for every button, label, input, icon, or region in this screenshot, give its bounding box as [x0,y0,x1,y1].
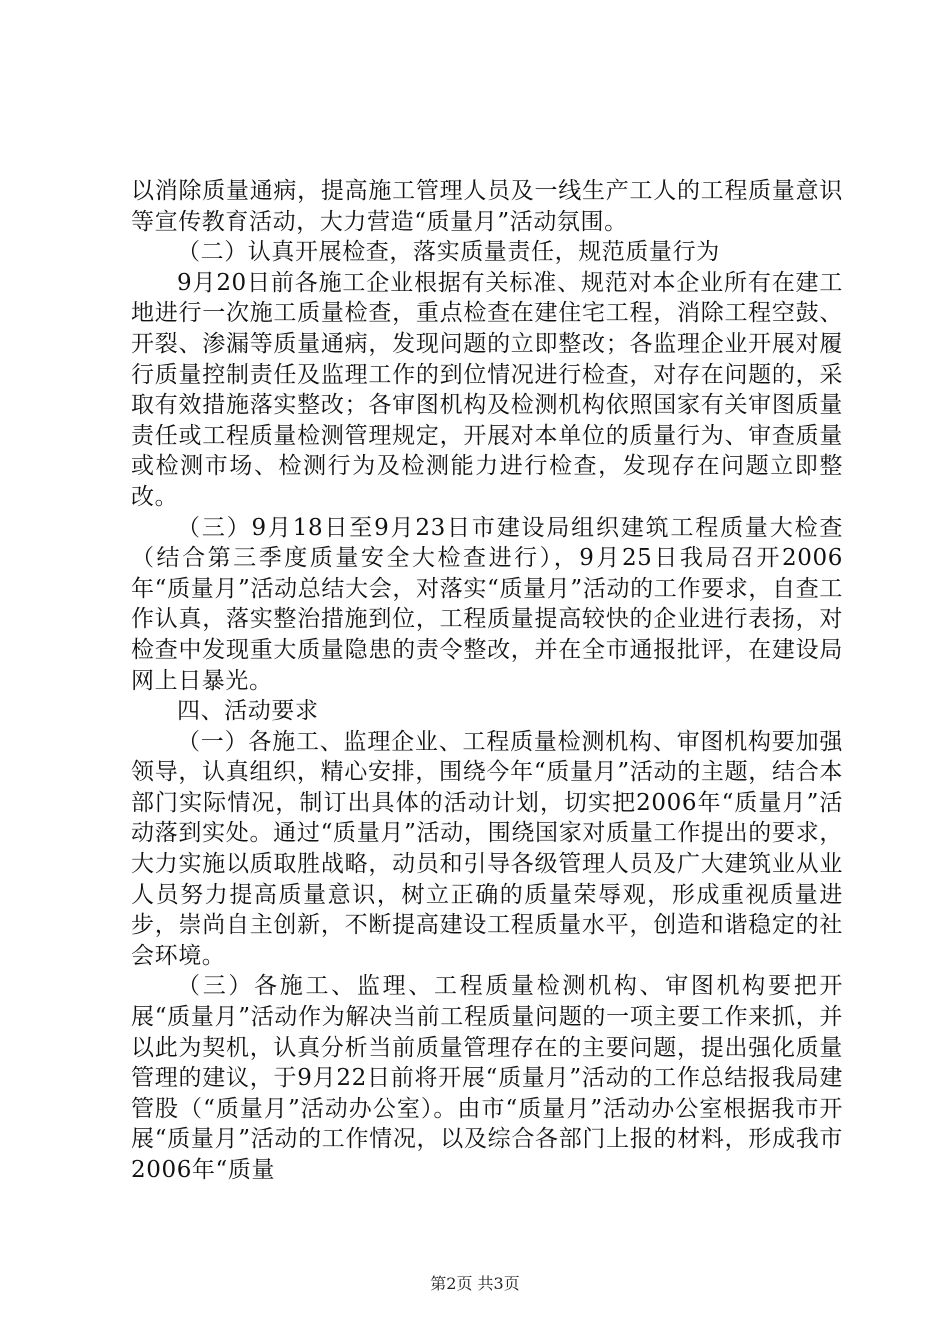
paragraph-city-inspection: （三）9月18日至9月23日市建设局组织建筑工程质量大检查（结合第三季度质量安全大检查进行），9月25日我局召开2006年“质量月”活动总结大会，对落实“质量月”活动的工作要求，自查工作认真，落实整治措施到位，工程质量提高较快的企业进行表扬，对检查中发现重大质量隐患的责令整改，并在全市通报批评，在建设局网上日暴光。 [131,514,843,694]
paragraph-continuation: 以消除质量通病，提高施工管理人员及一线生产工人的工程质量意识等宣传教育活动，大力营造“质量月”活动氛围。 [131,178,843,235]
paragraph-requirement-one: （一）各施工、监理企业、工程质量检测机构、审图机构要加强领导，认真组织，精心安排，围绕今年“质量月”活动的主题，结合本部门实际情况，制订出具体的活动计划，切实把2006年“质量月”活动落到实处。通过“质量月”活动，围绕国家对质量工作提出的要求，大力实施以质取胜战略，动员和引导各级管理人员及广大建筑业从业人员努力提高质量意识，树立正确的质量荣辱观，形成重视质量进步，崇尚自主创新，不断提高建设工程质量水平，创造和谐稳定的社会环境。 [131,728,843,969]
section-heading-inspection: （二）认真开展检查，落实质量责任，规范质量行为 [177,239,720,266]
paragraph-inspection-details: 9月20日前各施工企业根据有关标准、规范对本企业所有在建工地进行一次施工质量检查，重点检查在建住宅工程，消除工程空鼓、开裂、渗漏等质量通病，发现问题的立即整改；各监理企业开展对履行质量控制责任及监理工作的到位情况进行检查，对存在问题的，采取有效措施落实整改；各审图机构及检测机构依照国家有关审图质量责任或工程质量检测管理规定，开展对本单位的质量行为、审查质量或检测市场、检测行为及检测能力进行检查，发现存在问题立即整改。 [131,269,843,510]
section-heading-requirements: 四、活动要求 [177,698,319,725]
page-number-footer: 第2页 共3页 [430,1274,520,1293]
document-body [131,176,843,1186]
paragraph-requirement-three: （三）各施工、监理、工程质量检测机构、审图机构要把开展“质量月”活动作为解决当前工程质量问题的一项主要工作来抓，并以此为契机，认真分析当前质量管理存在的主要问题，提出强化质量管理的建议，于9月22日前将开展“质量月”活动的工作总结报我局建管股（“质量月”活动办公室）。由市“质量月”活动办公室根据我市开展“质量月”活动的工作情况，以及综合各部门上报的材料，形成我市2006年“质量 [131,973,843,1183]
